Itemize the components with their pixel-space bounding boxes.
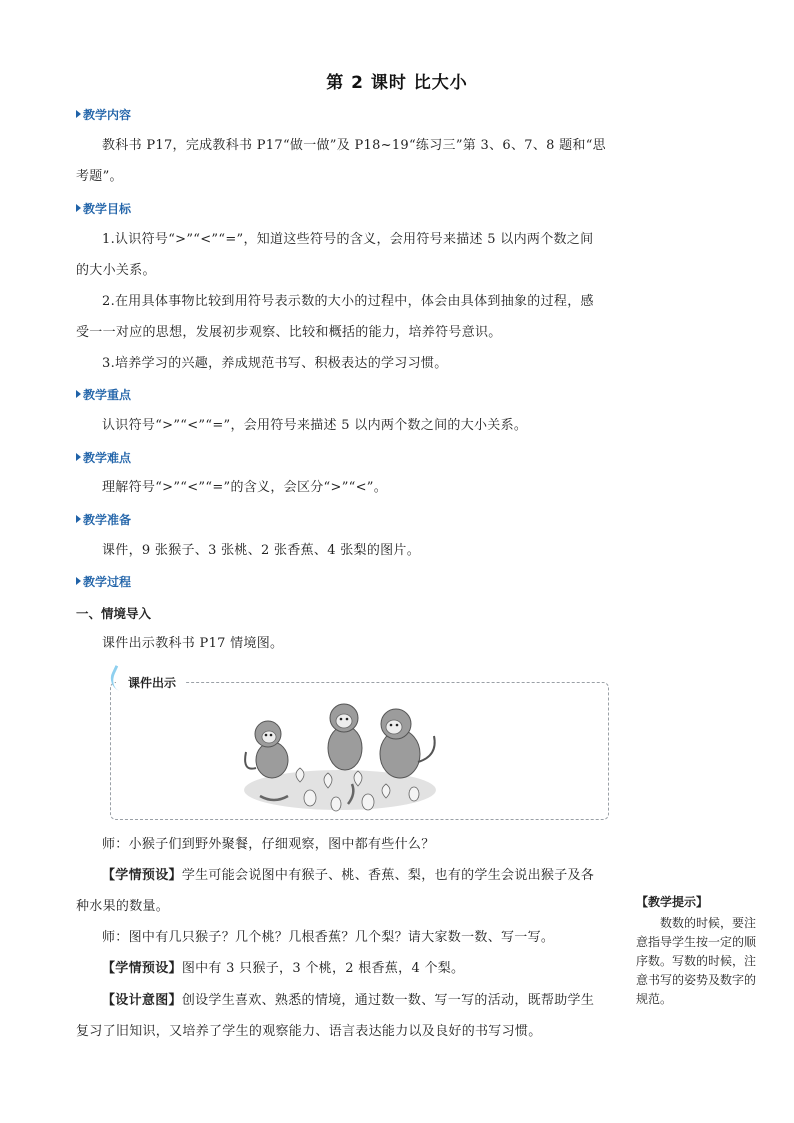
section-heading: 教学准备 xyxy=(83,512,132,527)
preset-paragraph-1: 【学情预设】学生可能会说图中有猴子、桃、香蕉、梨，也有的学生会说出猴子及各种水果的数量。 xyxy=(76,868,595,914)
goal-1: 1.认识符号“>”“<”“=”，知道这些符号的含义，会用符号来描述 5 以内两个数之间的大小关系。 xyxy=(76,232,594,278)
section-difficulty xyxy=(76,448,131,466)
triangle-bullet-icon xyxy=(76,453,81,461)
monkeys-picnic-illustration xyxy=(240,690,440,812)
teacher-question-1: 师：小猴子们到野外聚餐，仔细观察，图中都有些什么？ xyxy=(102,837,435,852)
goal-2: 2.在用具体事物比较到用符号表示数的大小的过程中，体会由具体到抽象的过程，感受一一对应的思想，发展初步观察、比较和概括的能力，培养符号意识。 xyxy=(76,294,594,340)
content-paragraph: 教科书 P17，完成教科书 P17“做一做”及 P18~19“练习三”第 3、6、7、8 题和“思考题”。 xyxy=(76,138,606,184)
section-teaching-goals xyxy=(76,199,131,217)
step-1-intro: 课件出示教科书 P17 情境图。 xyxy=(102,636,284,651)
design-intent-paragraph: 【设计意图】创设学生喜欢、熟悉的情境，通过数一数、写一写的活动，既帮助学生复习了旧知识，又培养了学生的观察能力、语言表达能力以及良好的书写习惯。 xyxy=(76,993,595,1039)
goal-3: 3.培养学习的兴趣，养成规范书写、积极表达的学习习惯。 xyxy=(102,356,448,371)
triangle-bullet-icon xyxy=(76,390,81,398)
section-key-points xyxy=(76,385,131,403)
section-heading: 教学内容 xyxy=(83,107,132,122)
section-heading: 教学重点 xyxy=(83,387,132,402)
page-title: 第 2 课时 比大小 xyxy=(326,73,468,93)
preparation-paragraph: 课件，9 张猴子、3 张桃、2 张香蕉、4 张梨的图片。 xyxy=(102,543,421,558)
teaching-tip-sidebar xyxy=(636,893,756,1009)
section-process xyxy=(76,572,131,590)
triangle-bullet-icon xyxy=(76,577,81,585)
section-teaching-content xyxy=(76,105,131,123)
section-preparation xyxy=(76,510,131,528)
tip-title: 【教学提示】 xyxy=(636,895,709,909)
preset-paragraph-2: 【学情预设】图中有 3 只猴子，3 个桃，2 根香蕉，4 个梨。 xyxy=(102,961,465,976)
triangle-bullet-icon xyxy=(76,204,81,212)
difficulty-paragraph: 理解符号“>”“<”“=”的含义，会区分“>”“<”。 xyxy=(102,480,388,495)
section-heading: 教学过程 xyxy=(83,574,132,589)
step-1-title: 一、情境导入 xyxy=(76,606,152,621)
figure-label: 课件出示 xyxy=(116,672,186,692)
teacher-question-2: 师：图中有几只猴子？几个桃？几根香蕉？几个梨？请大家数一数、写一写。 xyxy=(102,930,555,945)
section-heading: 教学目标 xyxy=(83,201,132,216)
triangle-bullet-icon xyxy=(76,515,81,523)
triangle-bullet-icon xyxy=(76,110,81,118)
tip-body: 数数的时候，要注意指导学生按一定的顺序数。写数的时候，注意书写的姿势及数字的规范。 xyxy=(636,916,757,1006)
key-points-paragraph: 认识符号“>”“<”“=”，会用符号来描述 5 以内两个数之间的大小关系。 xyxy=(102,418,528,433)
section-heading: 教学难点 xyxy=(83,450,132,465)
